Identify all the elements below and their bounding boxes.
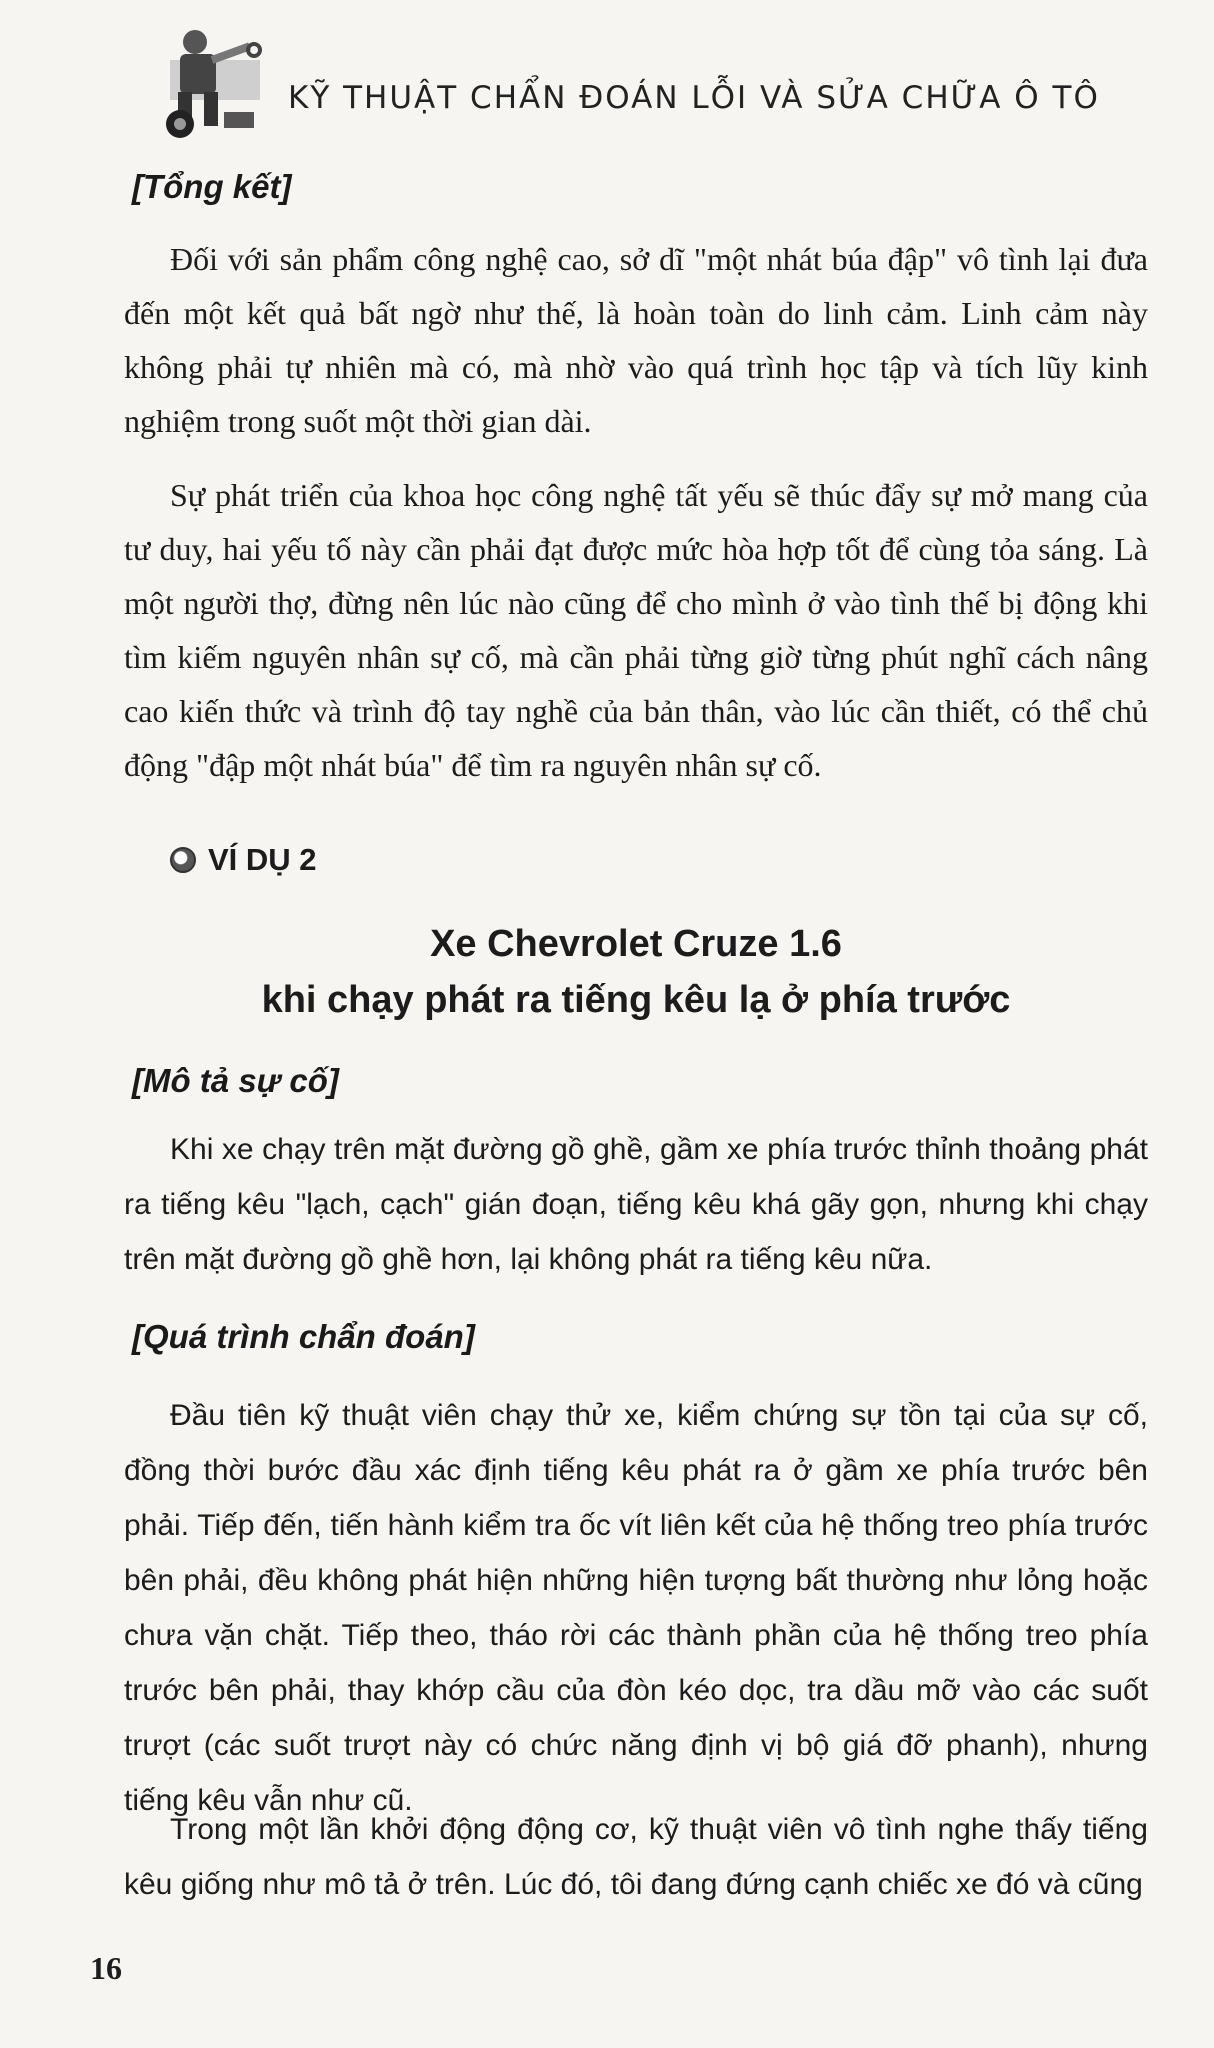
bullet-circle-icon bbox=[170, 847, 196, 873]
description-heading: [Mô tả sự cố] bbox=[132, 1062, 339, 1099]
running-header bbox=[150, 20, 1100, 150]
diagnosis-heading: [Quá trình chẩn đoán] bbox=[132, 1318, 475, 1355]
example-title-line-2: khi chạy phát ra tiếng kêu lạ ở phía trước bbox=[261, 979, 1011, 1021]
diagnosis-paragraph-2: Trong một lần khởi động động cơ, kỹ thuật viên vô tình nghe thấy tiếng kêu giống như mô tả ở trên. Lúc đó, tôi đang đứng cạnh chiếc xe đó và cũng bbox=[124, 1813, 1148, 1901]
example-title-line-1: Xe Chevrolet Cruze 1.6 bbox=[430, 923, 842, 965]
diagnosis-paragraph-1: Đầu tiên kỹ thuật viên chạy thử xe, kiểm chứng sự tồn tại của sự cố, đồng thời bước đầu xác định tiếng kêu phát ra ở gầm xe phía trước bên phải. Tiếp đến, tiến hành kiểm tra ốc vít liên kết của hệ thống treo phía trước bên phải, đều không phát hiện những hiện tượng bất thường như lỏng hoặc chưa vặn chặt. Tiếp theo, tháo rời các thành phần của hệ thống treo phía trước bên phải, thay khớp cầu của đòn kéo dọc, tra dầu mỡ vào các suốt trượt (các suốt trượt này có chức năng định vị bộ giá đỡ phanh), nhưng tiếng kêu vẫn như cũ. bbox=[124, 1399, 1148, 1817]
book-title: KỸ THUẬT CHẨN ĐOÁN LỖI VÀ SỬA CHỮA Ô TÔ bbox=[288, 80, 1100, 116]
summary-heading: [Tổng kết] bbox=[132, 168, 292, 205]
mechanic-with-wrench-icon bbox=[150, 20, 270, 140]
summary-paragraph-2: Sự phát triển của khoa học công nghệ tất yếu sẽ thúc đẩy sự mở mang của tư duy, hai yếu tố này cần phải đạt được mức hòa hợp tốt để cùng tỏa sáng. Là một người thợ, đừng nên lúc nào cũng để cho mình ở vào tình thế bị động khi tìm kiếm nguyên nhân sự cố, mà cần phải từng giờ từng phút nghĩ cách nâng cao kiến thức và trình độ tay nghề của bản thân, vào lúc cần thiết, có thể chủ động "đập một nhát búa" để tìm ra nguyên nhân sự cố. bbox=[124, 477, 1148, 783]
description-paragraph: Khi xe chạy trên mặt đường gồ ghề, gầm xe phía trước thỉnh thoảng phát ra tiếng kêu "lạch, cạch" gián đoạn, tiếng kêu khá gãy gọn, nhưng khi chạy trên mặt đường gồ ghề hơn, lại không phát ra tiếng kêu nữa. bbox=[124, 1133, 1148, 1276]
summary-paragraph-1: Đối với sản phẩm công nghệ cao, sở dĩ "một nhát búa đập" vô tình lại đưa đến một kết quả bất ngờ như thế, là hoàn toàn do linh cảm. Linh cảm này không phải tự nhiên mà có, mà nhờ vào quá trình học tập và tích lũy kinh nghiệm trong suốt một thời gian dài. bbox=[124, 241, 1148, 439]
example-heading bbox=[170, 842, 317, 878]
page-number: 16 bbox=[90, 1950, 122, 1986]
example-label: VÍ DỤ 2 bbox=[208, 842, 317, 877]
